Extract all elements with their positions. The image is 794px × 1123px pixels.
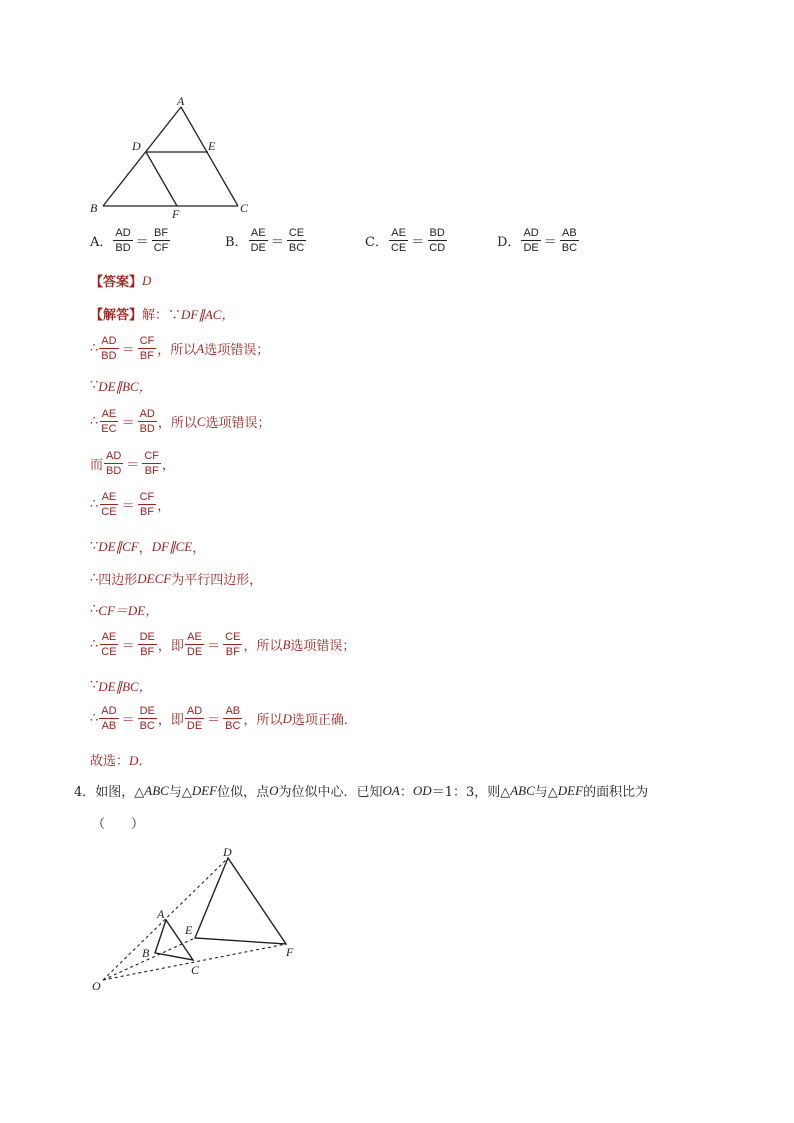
solution-line-7: ∵ DE∥CF ， DF∥CE ， xyxy=(90,538,206,556)
label-d: D xyxy=(132,139,141,153)
dashed-ray-od xyxy=(103,858,228,980)
segment-ac xyxy=(181,107,238,206)
fig2-label-d: D xyxy=(223,845,232,859)
triangle-figure-1 xyxy=(85,95,260,220)
fig2-label-f: F xyxy=(286,945,294,959)
question-4-answer-blank: （ ） xyxy=(92,817,145,832)
solution-line-2: ∴ $\frac{AD}{BD}$ ＝ $\frac{CF}{BF}$ ，所以 A 选项错误； xyxy=(90,335,270,362)
solution-line-9: ∴ CF＝DE， xyxy=(90,602,159,618)
homothety-figure xyxy=(85,840,315,1000)
segment-df xyxy=(146,152,177,206)
solution-line-10: ∴ $\frac{AE}{CE}$ ＝ $\frac{DE}{BF}$ ，即 $\frac{AE}{DE}$ ＝ $\frac{CE}{BF}$ ，所以 B 选项错误； xyxy=(90,631,356,658)
triangle-def xyxy=(195,858,286,944)
conclusion-line: 故选： D． xyxy=(90,753,152,769)
solution-line-3: ∵ DE∥BC， xyxy=(90,378,152,394)
label-b: B xyxy=(90,201,98,215)
option-b[interactable]: B． $\frac{AE}{DE}$ ＝ $\frac{CE}{BC}$ xyxy=(225,227,305,254)
label-c: C xyxy=(240,201,249,215)
label-f: F xyxy=(172,207,180,220)
solution-line-1: 【解答】 解：∵ DF∥AC， xyxy=(90,307,235,323)
answer-line: 【答案】 D xyxy=(90,272,152,290)
option-a[interactable]: A． $\frac{AD}{BD}$ ＝ $\frac{BF}{CF}$ xyxy=(90,227,169,254)
fig2-label-e: E xyxy=(185,923,193,937)
fig2-label-a: A xyxy=(157,907,165,921)
solution-line-11: ∵ DE∥BC， xyxy=(90,678,152,694)
solution-line-12: ∴ $\frac{AD}{AB}$ ＝ $\frac{DE}{BC}$ ，即 $\frac{AD}{DE}$ ＝ $\frac{AB}{BC}$ ，所以 D 选项正确． xyxy=(90,705,357,732)
solution-line-4: ∴ $\frac{AE}{EC}$ ＝ $\frac{AD}{BD}$ ，所以 C 选项错误； xyxy=(90,408,271,435)
option-c[interactable]: C． $\frac{AE}{CE}$ ＝ $\frac{BD}{CD}$ xyxy=(365,227,446,254)
fig2-label-o: O xyxy=(92,979,101,993)
option-d[interactable]: D． $\frac{AD}{DE}$ ＝ $\frac{AB}{BC}$ xyxy=(497,227,578,254)
fig2-label-c: C xyxy=(191,963,200,977)
segment-ab xyxy=(103,107,181,206)
label-a: A xyxy=(177,95,185,108)
question-4: 4． 如图，△ ABC 与△ DEF 位似，点 O 为位似中心．已知 OA ： OD ＝1：3，则△ ABC 与△ DEF 的面积比为 xyxy=(74,782,649,800)
solution-line-8: ∴ 四边形 DECF 为平行四边形， xyxy=(90,570,263,588)
solution-line-5: 而 $\frac{AD}{BD}$ ＝ $\frac{CF}{BF}$ ， xyxy=(90,450,175,477)
solution-line-6: ∴ $\frac{AE}{CE}$ ＝ $\frac{CF}{BF}$ ， xyxy=(90,491,171,518)
label-e: E xyxy=(208,139,216,153)
fig2-label-b: B xyxy=(142,946,150,960)
